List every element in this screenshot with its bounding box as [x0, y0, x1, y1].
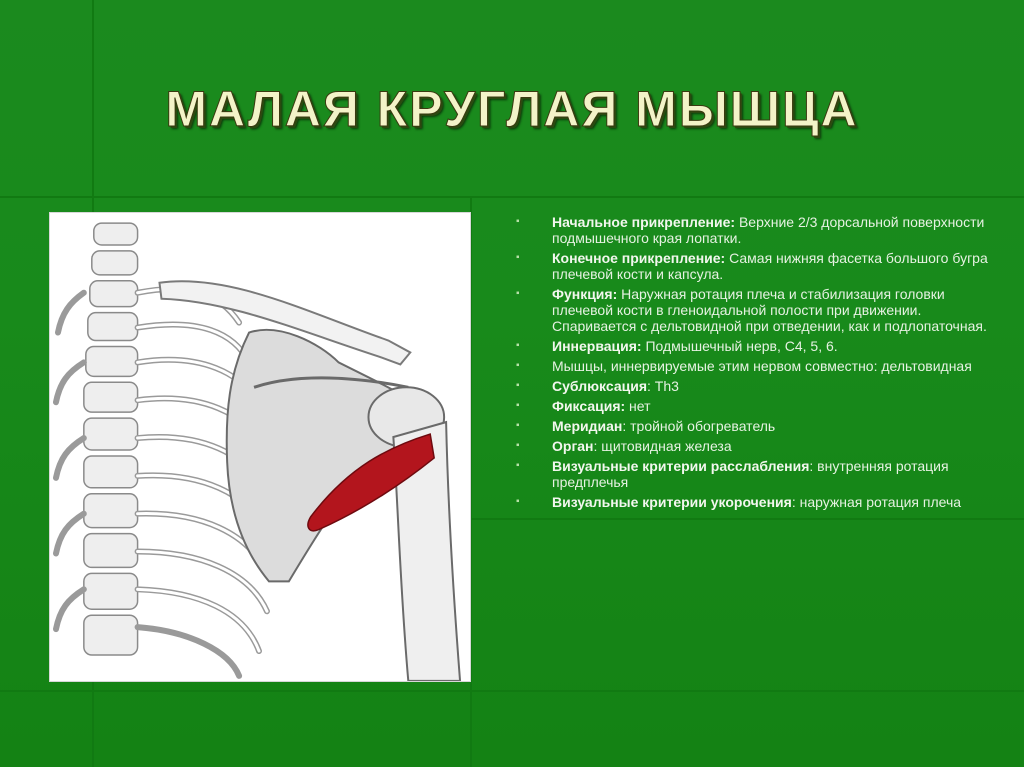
- list-item: ▪ Орган: щитовидная железа: [516, 438, 732, 454]
- bullet-icon: ▪: [516, 288, 520, 299]
- bullet-icon: ▪: [516, 380, 520, 391]
- decor-line-top: [0, 196, 1024, 198]
- bullet-icon: ▪: [516, 252, 520, 263]
- anatomy-drawing: [50, 213, 470, 681]
- humerus: [368, 387, 460, 681]
- spine: [84, 223, 138, 655]
- list-item: ▪ Визуальные критерии укорочения: наружная ротация плеча: [516, 494, 962, 510]
- decor-line-mid: [470, 518, 1024, 520]
- shoulder-anatomy-illustration: [49, 212, 471, 682]
- slide-title: МАЛАЯ КРУГЛАЯ МЫШЦА: [165, 81, 859, 137]
- bullet-icon: ▪: [516, 216, 520, 227]
- list-item: ▪ Сублюксация: Th3: [516, 378, 679, 394]
- bullet-icon: ▪: [516, 420, 520, 431]
- list-item: ▪ Начальное прикрепление: Верхние 2/3 дорсальной поверхности подмышечного края лопатки.: [516, 214, 985, 246]
- list-item: ▪ Визуальные критерии расслабления: внутренняя ротация предплечья: [516, 458, 949, 490]
- list-item: ▪ Мышцы, иннервируемые этим нервом совместно: дельтовидная: [516, 358, 972, 374]
- list-item: ▪ Иннервация: Подмышечный нерв, С4, 5, 6.: [516, 338, 838, 354]
- decor-line-bottom: [0, 690, 1024, 692]
- muscle-facts-list: [514, 214, 992, 514]
- bullet-icon: ▪: [516, 360, 520, 371]
- bullet-icon: ▪: [516, 460, 520, 471]
- bullet-icon: ▪: [516, 496, 520, 507]
- list-item: ▪ Функция: Наружная ротация плеча и стабилизация головки плечевой кости в гленоидальной полости при движении. Спаривается с дельтовидной при отведении, как и подлопаточная.: [516, 286, 987, 334]
- list-item: ▪ Фиксация: нет: [516, 398, 651, 414]
- bullet-icon: ▪: [516, 340, 520, 351]
- list-item: ▪ Меридиан: тройной обогреватель: [516, 418, 776, 434]
- list-item: ▪ Конечное прикрепление: Самая нижняя фасетка большого бугра плечевой кости и капсула.: [516, 250, 988, 282]
- bullet-icon: ▪: [516, 400, 520, 411]
- bullet-icon: ▪: [516, 440, 520, 451]
